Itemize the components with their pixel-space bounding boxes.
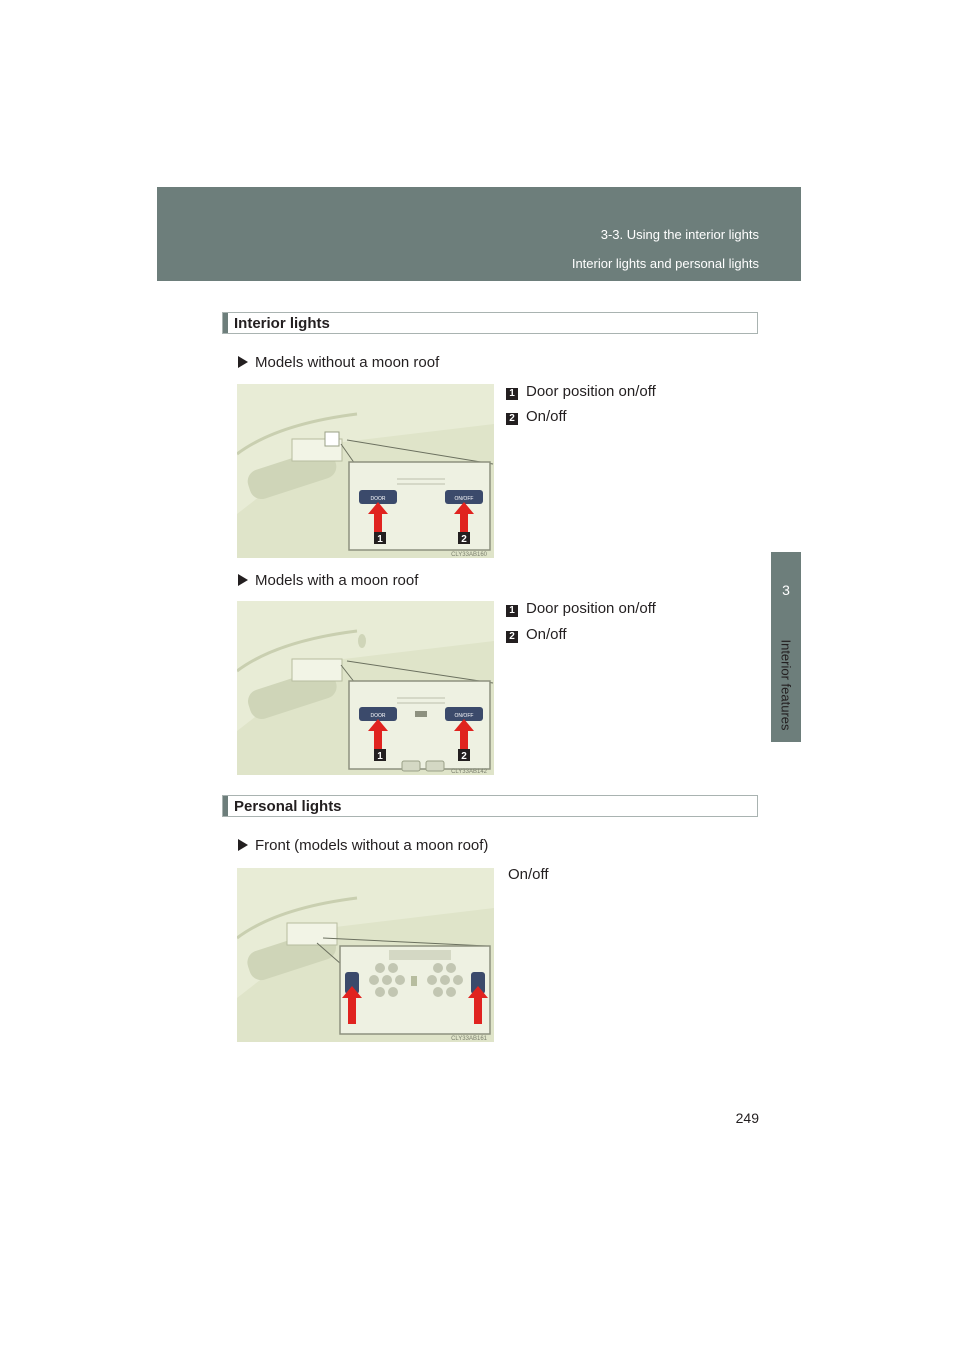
callout-1: 1 <box>377 751 383 762</box>
figure-personal-lights <box>237 868 494 1042</box>
section-heading-interior-lights <box>222 312 758 334</box>
door-button-label: DOOR <box>370 496 386 502</box>
chapter-label <box>772 630 800 740</box>
figure-interior-lights-no-moon-roof <box>237 384 494 558</box>
legend-item-1 <box>506 383 656 400</box>
legend-text: On/off <box>526 626 567 643</box>
number-box: 1 <box>506 388 518 400</box>
illustration <box>237 384 494 558</box>
bullet-models-with-moon-roof <box>238 572 418 589</box>
legend-text: On/off <box>526 408 567 425</box>
section-accent <box>223 313 228 333</box>
onoff-button-label: ON/OFF <box>454 713 474 719</box>
door-button-label: DOOR <box>370 713 386 719</box>
triangle-bullet-icon <box>238 839 248 851</box>
header-section-title: 3-3. Using the interior lights <box>600 227 759 242</box>
onoff-button-label: ON/OFF <box>454 496 474 502</box>
header-band <box>157 187 801 281</box>
legend-text: Door position on/off <box>526 600 656 617</box>
bullet-text: Front (models without a moon roof) <box>255 837 489 854</box>
callout-2: 2 <box>461 534 467 545</box>
legend-text: Door position on/off <box>526 383 656 400</box>
page-number: 249 <box>735 1110 759 1126</box>
illustration <box>237 601 494 775</box>
number-box: 2 <box>506 631 518 643</box>
figure-code: CLY33AB161 <box>451 1036 487 1042</box>
chapter-number: 3 <box>782 582 790 598</box>
legend-item-1 <box>506 600 656 617</box>
legend-item-2 <box>506 408 567 425</box>
chapter-label-text: Interior features <box>778 639 794 731</box>
section-accent <box>223 796 228 816</box>
section-title: Interior lights <box>234 315 330 332</box>
header-subtitle: Interior lights and personal lights <box>571 256 759 271</box>
callout-2: 2 <box>461 751 467 762</box>
section-title: Personal lights <box>234 798 342 815</box>
number-box: 2 <box>506 413 518 425</box>
callout-1: 1 <box>377 534 383 545</box>
figure-code: CLY33AB160 <box>451 552 487 558</box>
figure-code: CLY33AB142 <box>451 769 487 775</box>
legend-item-2 <box>506 626 567 643</box>
personal-light-label: On/off <box>508 866 549 883</box>
bullet-text: Models with a moon roof <box>255 572 419 589</box>
section-heading-personal-lights <box>222 795 758 817</box>
bullet-models-without-moon-roof <box>238 354 439 371</box>
number-box: 1 <box>506 605 518 617</box>
triangle-bullet-icon <box>238 574 248 586</box>
illustration <box>237 868 494 1042</box>
bullet-text: Models without a moon roof <box>255 354 440 371</box>
triangle-bullet-icon <box>238 356 248 368</box>
bullet-front-no-moon-roof <box>238 837 488 854</box>
figure-interior-lights-moon-roof <box>237 601 494 775</box>
